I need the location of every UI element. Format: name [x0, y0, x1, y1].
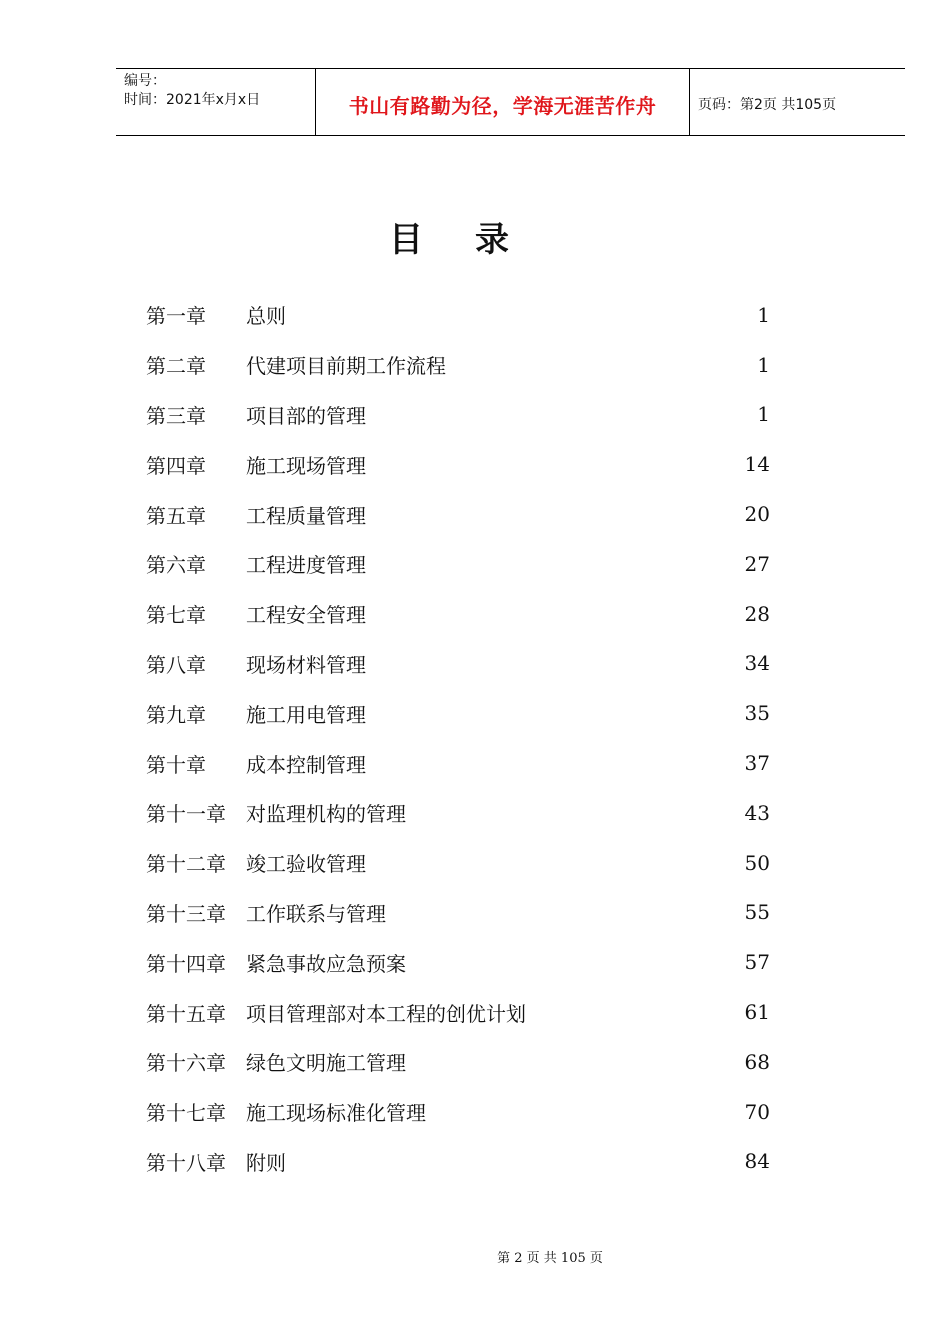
- toc-page-number: 61: [744, 1000, 770, 1025]
- toc-chapter-title: 项目部的管理: [246, 403, 366, 428]
- toc-chapter-title: 紧急事故应急预案: [246, 951, 406, 976]
- toc-chapter-number: 第五章: [146, 503, 206, 528]
- toc-entry[interactable]: [146, 489, 770, 539]
- toc-chapter-number: 第十四章: [146, 951, 226, 976]
- toc-entry[interactable]: [146, 1137, 770, 1187]
- toc-page-number: 1: [757, 352, 770, 377]
- page-header: [116, 68, 905, 136]
- toc-page-number: 27: [744, 551, 770, 576]
- toc-entry[interactable]: [146, 838, 770, 888]
- toc-chapter-title: 绿色文明施工管理: [246, 1051, 406, 1076]
- toc-chapter-number: 第二章: [146, 354, 206, 379]
- toc-chapter-title: 总则: [246, 304, 286, 329]
- toc-page-number: 35: [744, 701, 770, 726]
- toc-page-number: 28: [744, 601, 770, 626]
- toc-chapter-number: 第十五章: [146, 1001, 226, 1026]
- toc-page-number: 1: [757, 402, 770, 427]
- toc-entry[interactable]: [146, 688, 770, 738]
- toc-chapter-number: 第十七章: [146, 1101, 226, 1126]
- toc-chapter-number: 第一章: [146, 304, 206, 329]
- toc-chapter-title: 工作联系与管理: [246, 901, 386, 926]
- toc-entry[interactable]: [146, 1037, 770, 1087]
- toc-chapter-title: 工程安全管理: [246, 603, 366, 628]
- toc-entry[interactable]: [146, 539, 770, 589]
- toc-page-number: 37: [744, 751, 770, 776]
- toc-entry[interactable]: [146, 439, 770, 489]
- toc-chapter-title: 施工现场标准化管理: [246, 1101, 426, 1126]
- toc-chapter-number: 第八章: [146, 652, 206, 677]
- toc-page-number: 68: [744, 1049, 770, 1074]
- toc-chapter-number: 第十二章: [146, 852, 226, 877]
- toc-page-number: 20: [744, 502, 770, 527]
- table-of-contents: [146, 290, 770, 1186]
- toc-entry[interactable]: [146, 639, 770, 689]
- toc-chapter-number: 第十一章: [146, 802, 226, 827]
- toc-chapter-number: 第六章: [146, 553, 206, 578]
- toc-chapter-title: 附则: [246, 1150, 286, 1175]
- document-time-label: 时间：2021年x月x日: [124, 92, 261, 108]
- header-motto: 书山有路勤为径，学海无涯苦作舟: [316, 69, 690, 135]
- page-footer: 第 2 页 共 105 页: [497, 1251, 603, 1266]
- toc-entry[interactable]: [146, 390, 770, 440]
- header-meta: [116, 69, 316, 135]
- toc-title: 目录: [389, 220, 561, 260]
- toc-chapter-title: 施工用电管理: [246, 702, 366, 727]
- toc-chapter-number: 第十章: [146, 752, 206, 777]
- toc-chapter-number: 第九章: [146, 702, 206, 727]
- toc-chapter-title: 工程质量管理: [246, 503, 366, 528]
- toc-entry[interactable]: [146, 788, 770, 838]
- toc-chapter-title: 项目管理部对本工程的创优计划: [246, 1001, 526, 1026]
- toc-entry[interactable]: [146, 987, 770, 1037]
- document-number-label: 编号：: [124, 73, 166, 89]
- toc-chapter-title: 代建项目前期工作流程: [246, 354, 446, 379]
- toc-entry[interactable]: [146, 340, 770, 390]
- toc-page-number: 55: [744, 900, 770, 925]
- toc-entry[interactable]: [146, 290, 770, 340]
- toc-chapter-title: 施工现场管理: [246, 453, 366, 478]
- toc-page-number: 34: [744, 651, 770, 676]
- header-page-info: 页码：第2页 共105页: [698, 97, 837, 113]
- toc-entry[interactable]: [146, 888, 770, 938]
- toc-chapter-title: 工程进度管理: [246, 553, 366, 578]
- toc-page-number: 14: [744, 452, 770, 477]
- toc-chapter-title: 对监理机构的管理: [246, 802, 406, 827]
- toc-page-number: 43: [744, 800, 770, 825]
- toc-page-number: 57: [744, 950, 770, 975]
- toc-page-number: 1: [757, 302, 770, 327]
- toc-entry[interactable]: [146, 589, 770, 639]
- toc-entry[interactable]: [146, 1087, 770, 1137]
- toc-chapter-title: 成本控制管理: [246, 752, 366, 777]
- toc-entry[interactable]: [146, 937, 770, 987]
- toc-chapter-title: 竣工验收管理: [246, 852, 366, 877]
- toc-page-number: 50: [744, 850, 770, 875]
- toc-page-number: 70: [744, 1099, 770, 1124]
- toc-chapter-number: 第十三章: [146, 901, 226, 926]
- toc-chapter-number: 第三章: [146, 403, 206, 428]
- toc-chapter-title: 现场材料管理: [246, 652, 366, 677]
- toc-chapter-number: 第七章: [146, 603, 206, 628]
- toc-entry[interactable]: [146, 738, 770, 788]
- toc-page-number: 84: [744, 1149, 770, 1174]
- toc-chapter-number: 第十六章: [146, 1051, 226, 1076]
- toc-chapter-number: 第十八章: [146, 1150, 226, 1175]
- toc-chapter-number: 第四章: [146, 453, 206, 478]
